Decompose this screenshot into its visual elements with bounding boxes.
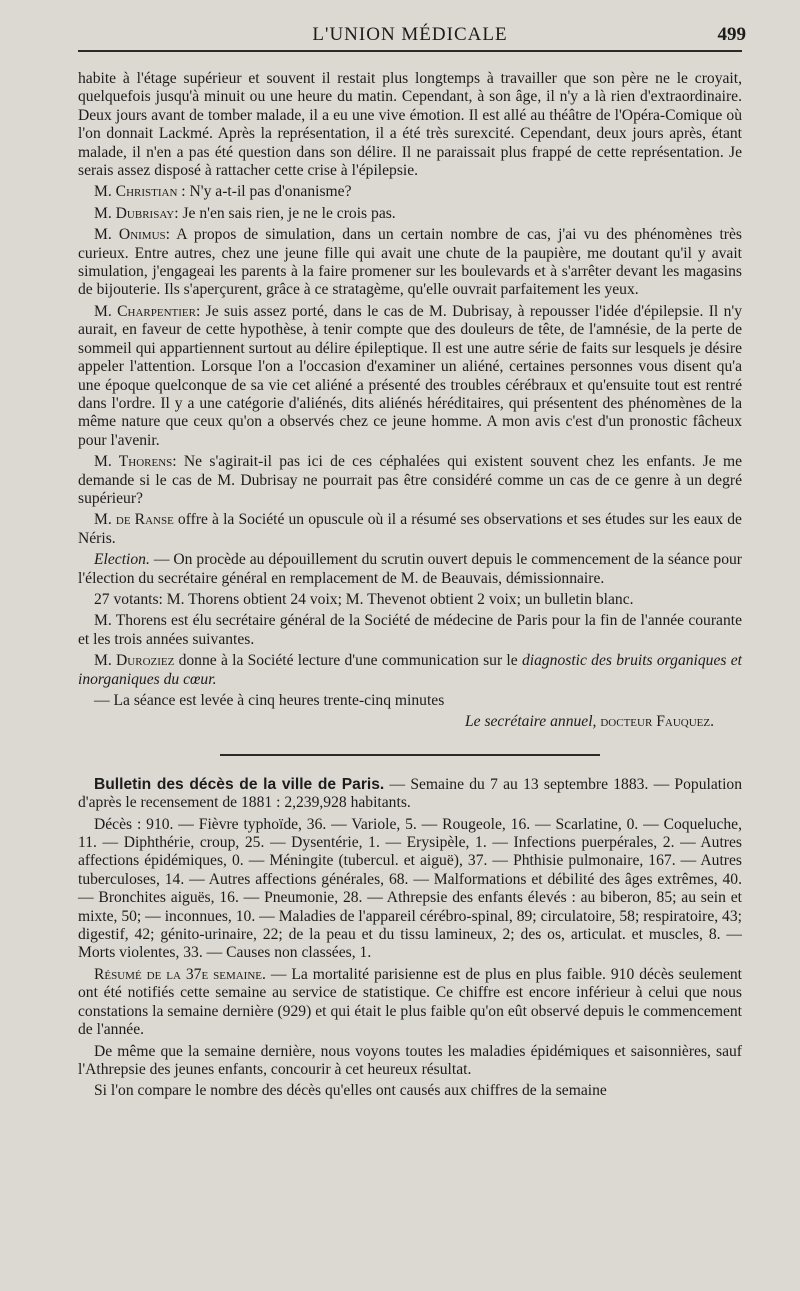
resume-paragraph bbox=[78, 966, 742, 1040]
paragraph bbox=[78, 453, 742, 508]
signature bbox=[78, 713, 742, 731]
paragraph: De même que la semaine dernière, nous voyons toutes les maladies épidémiques et saisonnières, sauf l'Athrepsie des jeunes enfants, concourir à cet heureux résultat. bbox=[78, 1042, 742, 1078]
paragraph-text: offre à la Société un opuscule où il a résumé ses observations et ses études sur les eaux de Néris. bbox=[78, 511, 742, 547]
resume-label: Résumé de la 37e semaine. bbox=[94, 965, 266, 983]
speaker-name: M. Duroziez bbox=[94, 652, 175, 670]
bulletin-title-tail: — Semaine du 7 au 13 septembre 1883. — Population d'après le recensement de 1881 : 2,239,928 habitants. bbox=[78, 775, 743, 812]
speaker-name: M. de Ranse bbox=[94, 511, 174, 529]
paragraph: 27 votants: M. Thorens obtient 24 voix; M. Thevenot obtient 2 voix; un bulletin blanc. bbox=[94, 590, 634, 608]
bulletin-heading bbox=[78, 776, 742, 813]
deaths-paragraph: Décès : 910. — Fièvre typhoïde, 36. — Variole, 5. — Rougeole, 16. — Scarlatine, 0. — Coqueluche, 11. — Diphthérie, croup, 25. — Dysentérie, 1. — Erysipèle, 1. — Infections puerpérales, 2. — Autres affections épidémiques, 0. — Méningite (tubercul. et aiguë), 37. — Phthisie pulmonaire, 167. — Autres tuberculoses, 14. — Autres affections générales, 68. — Malformations et débilité des âges extrêmes, 40. — Bronchites aiguës, 16. — Pneumonie, 28. — Athrepsie des enfants élevés : au biberon, 85; au sein et mixte, 50; — inconnues, 10. — Maladies de l'appareil cérébro-spinal, 89; circulatoire, 58; respiratoire, 43; digestif, 42; génito-urinaire, 22; de la peau et du tissu lamineux, 2; des os, articulat. et muscles, 8. — Morts violentes, 33. — Causes non classées, 1. bbox=[78, 815, 742, 962]
paragraph: habite à l'étage supérieur et souvent il restait plus longtemps à travailler que son père ne le croyait, quelquefois jusqu'à minuit ou une heure du matin. Cependant, à son âge, il n'y a là rien d'extraordinaire. Deux jours avant de tomber malade, il a eu une vive émotion. Il est allé au théâtre de l'Opéra-Comique où l'on donnait Lackmé. Après la représentation, il a été très surexcité. Cependant, deux jours après, étant malade, il n'en a pas été question dans son délire. Il ne paraissait plus frappé de cette représentation. Je serais assez disposé à rattacher cette crise à l'épilepsie. bbox=[78, 70, 742, 180]
paragraph-text: Ne s'agirait-il pas ici de ces céphalées qui existent souvent chez les enfants. Je me demande si le cas de M. Dubrisay ne pourrait pas être considéré comme un cas de ce genre à un degré supérieur? bbox=[78, 453, 742, 507]
speaker-name: M. Thorens: bbox=[94, 453, 177, 471]
paragraph-text: A propos de simulation, dans un certain nombre de cas, j'ai vu des phénomènes très curieux. Entre autres, chez une jeune fille qui avait une chute de la paupière, me doutant qu'il y avait simulation, j'engageai les parents à la faire promener sur les boulevards et à s'arrêter devant les magasins de bijouterie. Ils s'aperçurent, grâce à ce stratagème, qu'elle ouvrait parfaitement les yeux. bbox=[78, 226, 742, 299]
speaker-name: M. Charpentier: bbox=[94, 302, 201, 320]
paragraph: — La séance est levée à cinq heures trente-cinq minutes bbox=[94, 692, 445, 709]
paragraph bbox=[78, 511, 742, 548]
paragraph bbox=[78, 183, 742, 201]
signature-label: Le secrétaire annuel, bbox=[464, 713, 597, 731]
page-header bbox=[78, 0, 746, 52]
paragraph-text: donne à la Société lecture d'une communication sur le bbox=[174, 652, 522, 670]
speaker-name: M. Onimus: bbox=[94, 226, 170, 244]
paragraph-text: Je suis assez porté, dans le cas de M. Dubrisay, à repousser l'idée d'épilepsie. Il n'y aurait, en faveur de cette hypothèse, à tenir compte que des douleurs de tête, de l'amnésie, de la perte de sommeil qui appartiennent surtout au délire épileptique. Il est une autre série de faits sur lesquels je désire appeler l'attention. Lorsque l'on a l'occasion d'examiner un aliéné, certaines personnes vous disent qu'a une époque quelconque de sa vie cet aliéné a présenté des troubles cérébraux et qu'ensuite tout est rentré dans l'ordre. Il y a une catégorie d'aliénés, dits aliénés héréditaires, qui présentent des phénomènes de la même nature que ceux qu'on a observés chez ce jeune homme. A mon avis c'est d'un pronostic fâcheux pour l'avenir. bbox=[78, 302, 742, 449]
running-title: L'UNION MÉDICALE bbox=[312, 24, 508, 45]
paragraph bbox=[78, 652, 742, 689]
paragraph bbox=[78, 303, 742, 450]
speaker-name: M. Dubrisay: bbox=[94, 204, 179, 222]
signature-name: docteur Fauquez. bbox=[596, 713, 714, 731]
paragraph-text: — On procède au dépouillement du scrutin ouvert depuis le commencement de la séance pour l'élection du secrétaire général en remplacement de M. de Beauvais, démissionnaire. bbox=[78, 551, 742, 587]
paragraph bbox=[78, 551, 742, 588]
section-divider bbox=[220, 754, 600, 756]
italic-title: diagnostic des bruits organiques et inorganiques du cœur. bbox=[78, 652, 742, 688]
speaker-name: M. Christian : bbox=[94, 183, 186, 201]
bulletin-section bbox=[78, 776, 742, 1101]
minutes-section bbox=[78, 70, 742, 732]
resume-text: — La mortalité parisienne est de plus en plus faible. 910 décès seulement ont été notifiés cette semaine au service de statistique. Ce chiffre est encore inférieur à celui que nous constations la semaine dernière (929) et qui était le plus faible qu'on eût observé depuis le commencement de l'année. bbox=[78, 965, 743, 1039]
bulletin-title: Bulletin des décès de la ville de Paris. bbox=[94, 775, 385, 793]
paragraph bbox=[78, 205, 742, 223]
paragraph: Si l'on compare le nombre des décès qu'elles ont causés aux chiffres de la semaine bbox=[94, 1082, 607, 1100]
paragraph: M. Thorens est élu secrétaire général de la Société de médecine de Paris pour la fin de l'année courante et les trois années suivantes. bbox=[78, 612, 742, 648]
paragraph-text: Je n'en sais rien, je ne le crois pas. bbox=[178, 204, 396, 222]
italic-lead: Election. bbox=[94, 551, 150, 569]
page-number: 499 bbox=[717, 24, 746, 45]
paragraph bbox=[78, 226, 742, 300]
paragraph-text: N'y a-t-il pas d'onanisme? bbox=[185, 183, 352, 201]
